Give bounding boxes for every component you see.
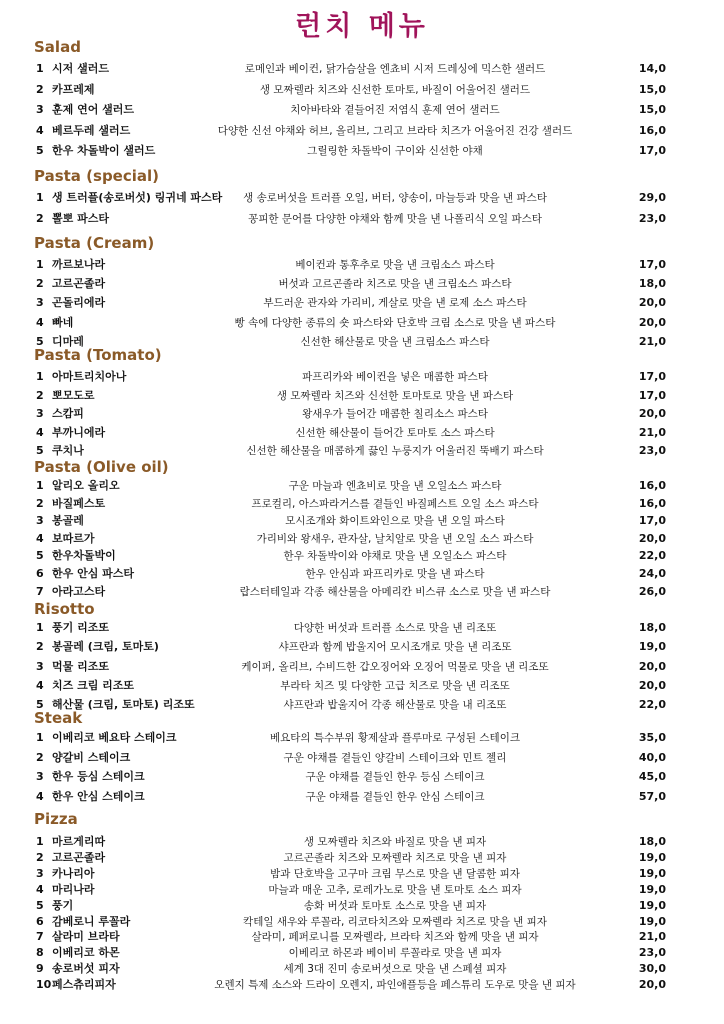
item-name: 쿠치나 bbox=[52, 444, 84, 458]
menu-item bbox=[0, 977, 724, 997]
item-description: 신선한 해산물로 맛을 낸 크림소스 파스타 bbox=[300, 335, 490, 348]
item-number: 4 bbox=[36, 678, 44, 692]
menu-item bbox=[0, 295, 724, 315]
item-price: 16,0 bbox=[638, 479, 666, 492]
item-name: 한우차돌박이 bbox=[52, 549, 116, 563]
section-heading: Pizza bbox=[34, 810, 78, 828]
menu-item bbox=[0, 659, 724, 679]
item-price: 21,0 bbox=[638, 334, 666, 348]
item-name: 한우 안심 파스타 bbox=[52, 567, 135, 580]
section-heading: Pasta (special) bbox=[34, 167, 160, 185]
item-name: 곤돌리에라 bbox=[52, 296, 106, 310]
item-name: 카나리아 bbox=[52, 866, 95, 880]
item-name: 생 트러플(송로버섯) 링귀네 파스타 bbox=[52, 191, 223, 204]
section-heading: Salad bbox=[34, 38, 81, 56]
item-price: 19,0 bbox=[638, 914, 666, 928]
item-description: 생 모짜렐라 치즈와 신선한 토마토로 맛을 낸 파스타 bbox=[276, 389, 514, 402]
item-number: 4 bbox=[36, 425, 44, 439]
item-number: 1 bbox=[36, 258, 44, 271]
menu-item bbox=[0, 369, 724, 389]
item-number: 3 bbox=[36, 407, 44, 421]
item-name: 봉골레 (크림, 토마토) bbox=[52, 640, 159, 654]
item-number: 3 bbox=[36, 296, 44, 310]
item-description: 부드러운 관자와 가리비, 게살로 맛을 낸 로제 소스 파스타 bbox=[263, 297, 527, 310]
item-name: 한우 차돌박이 샐러드 bbox=[52, 144, 156, 157]
item-name: 한우 등심 스테이크 bbox=[52, 770, 145, 783]
item-number: 1 bbox=[36, 62, 44, 75]
menu-item bbox=[0, 315, 724, 335]
menu-item bbox=[0, 639, 724, 659]
item-price: 35,0 bbox=[638, 731, 666, 744]
item-name: 보따르가 bbox=[52, 531, 95, 545]
menu-item bbox=[0, 102, 724, 122]
item-name: 송로버섯 피자 bbox=[52, 962, 120, 976]
item-number: 2 bbox=[36, 496, 44, 510]
item-name: 마르게리따 bbox=[52, 835, 106, 848]
item-description: 왕새우가 들어간 매콤한 칠리소스 파스타 bbox=[302, 408, 488, 421]
menu-item bbox=[0, 406, 724, 426]
item-price: 26,0 bbox=[638, 584, 666, 598]
item-price: 16,0 bbox=[638, 123, 666, 137]
item-name: 디마레 bbox=[52, 334, 84, 348]
item-description: 베요타의 특수부위 황제살과 플루마로 구성된 스테이크 bbox=[270, 732, 520, 744]
item-name: 까르보나라 bbox=[52, 258, 106, 271]
item-number: 2 bbox=[36, 212, 44, 225]
item-price: 16,0 bbox=[638, 496, 666, 510]
item-description: 빵 속에 다양한 종류의 숏 파스타와 단호박 크림 소스로 맛을 낸 파스타 bbox=[234, 316, 556, 329]
item-price: 23,0 bbox=[638, 946, 666, 960]
item-description: 버섯과 고르곤졸라 치즈로 맛을 낸 크림소스 파스타 bbox=[278, 278, 512, 291]
item-description: 생 송로버섯을 트러플 오일, 버터, 양송이, 마늘등과 맛을 낸 파스타 bbox=[243, 192, 547, 204]
item-price: 20,0 bbox=[638, 678, 666, 692]
item-number: 4 bbox=[36, 123, 44, 137]
item-number: 3 bbox=[36, 866, 44, 880]
item-name: 뽀모도로 bbox=[52, 388, 95, 402]
menu-item bbox=[0, 123, 724, 143]
item-description: 가리비와 왕새우, 관자살, 날치알로 맛을 낸 오일 소스 파스타 bbox=[256, 532, 534, 545]
item-description: 랍스터테일과 각종 해산물을 아메리칸 비스큐 소스로 맛을 낸 파스타 bbox=[239, 585, 551, 598]
item-number: 5 bbox=[36, 444, 44, 458]
item-description: 칵테일 새우와 루꼴라, 리코타치즈와 모짜렐라 치즈로 맛을 낸 피자 bbox=[243, 915, 547, 928]
item-description: 고르곤졸라 치즈와 모짜렐라 치즈로 맛을 낸 피자 bbox=[283, 851, 507, 864]
item-name: 치즈 크림 리조또 bbox=[52, 678, 135, 692]
item-name: 이베리코 베요타 스테이크 bbox=[52, 731, 177, 744]
menu-item bbox=[0, 143, 724, 163]
item-price: 30,0 bbox=[638, 962, 666, 976]
item-description: 밤과 단호박을 고구마 크림 무스로 맛을 낸 달콤한 피자 bbox=[270, 867, 520, 880]
item-number: 1 bbox=[36, 370, 44, 383]
item-number: 2 bbox=[36, 388, 44, 402]
item-price: 19,0 bbox=[638, 866, 666, 880]
menu-item bbox=[0, 190, 724, 210]
item-description: 생 모짜렐라 치즈와 바질로 맛을 낸 피자 bbox=[303, 836, 487, 848]
item-price: 20,0 bbox=[638, 407, 666, 421]
item-price: 18,0 bbox=[638, 835, 666, 848]
menu-item bbox=[0, 730, 724, 750]
item-number: 10 bbox=[36, 978, 52, 992]
item-price: 21,0 bbox=[638, 425, 666, 439]
item-number: 7 bbox=[36, 930, 44, 944]
item-name: 시저 샐러드 bbox=[52, 62, 109, 75]
item-description: 케이퍼, 올리브, 수비드한 갑오징어와 오징어 먹물로 맛을 낸 리조또 bbox=[241, 660, 549, 673]
item-price: 20,0 bbox=[638, 531, 666, 545]
item-name: 카프레제 bbox=[52, 82, 95, 96]
item-description: 구운 마늘과 엔쵸비로 맛을 낸 오일소스 파스타 bbox=[288, 480, 502, 492]
item-name: 아마트리치아나 bbox=[52, 370, 127, 383]
item-description: 생 모짜렐라 치즈와 신선한 토마토, 바질이 어울어진 샐러드 bbox=[259, 83, 531, 96]
item-number: 3 bbox=[36, 659, 44, 673]
item-number: 4 bbox=[36, 789, 44, 803]
item-price: 57,0 bbox=[638, 789, 666, 803]
item-price: 17,0 bbox=[638, 370, 666, 383]
item-number: 1 bbox=[36, 479, 44, 492]
menu-item bbox=[0, 697, 724, 717]
item-description: 다양한 버섯과 트러플 소스로 맛을 낸 리조또 bbox=[293, 622, 497, 634]
item-number: 5 bbox=[36, 334, 44, 348]
item-name: 먹물 리조또 bbox=[52, 659, 109, 673]
item-price: 18,0 bbox=[638, 621, 666, 634]
item-price: 20,0 bbox=[638, 659, 666, 673]
item-description: 한우 차돌박이와 야채로 맛을 낸 오일소스 파스타 bbox=[283, 550, 507, 563]
item-description: 다양한 신선 야채와 허브, 올리브, 그리고 브라타 치즈가 어울어진 건강 샐러드 bbox=[217, 124, 573, 137]
item-price: 17,0 bbox=[638, 144, 666, 157]
item-number: 2 bbox=[36, 277, 44, 291]
item-price: 22,0 bbox=[638, 549, 666, 563]
item-price: 20,0 bbox=[638, 315, 666, 329]
item-price: 17,0 bbox=[638, 258, 666, 271]
item-price: 29,0 bbox=[638, 191, 666, 204]
item-price: 17,0 bbox=[638, 388, 666, 402]
item-name: 고르곤졸라 bbox=[52, 277, 106, 291]
item-price: 21,0 bbox=[638, 930, 666, 944]
item-description: 베이컨과 통후추로 맛을 낸 크림소스 파스타 bbox=[295, 259, 495, 271]
item-description: 샤프란과 밥울지어 각종 해산물로 맛을 내 리조또 bbox=[283, 699, 507, 712]
item-name: 아라고스타 bbox=[52, 584, 106, 598]
item-name: 부까니에라 bbox=[52, 425, 106, 439]
menu-item bbox=[0, 789, 724, 809]
item-number: 4 bbox=[36, 315, 44, 329]
menu-item bbox=[0, 61, 724, 81]
item-name: 봉골레 bbox=[52, 514, 84, 528]
item-price: 19,0 bbox=[638, 850, 666, 864]
item-description: 오렌지 특제 소스와 드라이 오렌지, 파인애플등을 페스튜리 도우로 맛을 낸 피자 bbox=[214, 979, 576, 992]
item-description: 그릴링한 차돌박이 구이와 신선한 야채 bbox=[307, 145, 483, 157]
item-name: 빠네 bbox=[52, 315, 74, 329]
item-name: 마리나라 bbox=[52, 882, 95, 896]
menu-item bbox=[0, 678, 724, 698]
item-price: 19,0 bbox=[638, 882, 666, 896]
item-number: 2 bbox=[36, 640, 44, 654]
item-number: 5 bbox=[36, 549, 44, 563]
item-description: 모시조개와 화이트와인으로 맛을 낸 오일 파스타 bbox=[285, 515, 505, 528]
item-price: 14,0 bbox=[638, 62, 666, 75]
item-number: 5 bbox=[36, 898, 44, 912]
item-name: 고르곤졸라 bbox=[52, 850, 106, 864]
item-number: 5 bbox=[36, 144, 44, 157]
item-price: 24,0 bbox=[638, 567, 666, 580]
item-number: 1 bbox=[36, 731, 44, 744]
item-name: 훈제 연어 샐러드 bbox=[52, 103, 135, 116]
item-price: 22,0 bbox=[638, 698, 666, 712]
item-number: 6 bbox=[36, 914, 44, 928]
item-number: 8 bbox=[36, 946, 44, 960]
item-price: 19,0 bbox=[638, 898, 666, 912]
item-number: 6 bbox=[36, 567, 44, 580]
section-heading: Pasta (Tomato) bbox=[34, 346, 162, 364]
item-number: 5 bbox=[36, 698, 44, 712]
item-number: 2 bbox=[36, 750, 44, 764]
item-description: 살라미, 페퍼로니를 모짜렐라, 브라타 치즈와 함께 맛을 낸 피자 bbox=[251, 931, 539, 944]
item-name: 페스츄리피자 bbox=[52, 978, 116, 992]
item-price: 15,0 bbox=[638, 82, 666, 96]
item-description: 송화 버섯과 토마토 소스로 맛을 낸 피자 bbox=[303, 899, 487, 912]
item-name: 바질페스토 bbox=[52, 496, 106, 510]
menu-item bbox=[0, 257, 724, 277]
item-description: 구운 야채를 곁들인 한우 안심 스테이크 bbox=[305, 790, 485, 803]
item-description: 치아바타와 곁들어진 저염식 훈제 연어 샐러드 bbox=[290, 104, 500, 116]
item-price: 23,0 bbox=[638, 212, 666, 225]
item-price: 18,0 bbox=[638, 277, 666, 291]
item-description: 프로컬리, 아스파라거스를 곁들인 바질페스트 오일 소스 파스타 bbox=[251, 497, 539, 510]
item-name: 한우 안심 스테이크 bbox=[52, 789, 145, 803]
section-heading: Risotto bbox=[34, 600, 95, 618]
item-price: 45,0 bbox=[638, 770, 666, 783]
section-heading: Steak bbox=[34, 709, 83, 727]
menu-item bbox=[0, 276, 724, 296]
item-description: 부라타 치즈 및 다양한 고급 치즈로 맛을 낸 리조또 bbox=[280, 679, 510, 692]
item-description: 신선한 해산물을 매콤하게 끓인 누룽지가 어울러진 뚝배기 파스타 bbox=[246, 445, 544, 458]
menu-item bbox=[0, 750, 724, 770]
item-description: 구운 야채를 곁들인 한우 등심 스테이크 bbox=[305, 771, 485, 783]
item-name: 풍기 bbox=[52, 898, 74, 912]
item-price: 15,0 bbox=[638, 103, 666, 116]
item-description: 파프리카와 베이컨을 넣은 매콤한 파스타 bbox=[302, 371, 488, 383]
item-description: 세계 3대 진미 송로버섯으로 맛을 낸 스페셜 피자 bbox=[283, 963, 507, 976]
item-name: 감베로니 루꼴라 bbox=[52, 914, 131, 928]
item-number: 9 bbox=[36, 962, 44, 976]
item-number: 7 bbox=[36, 584, 44, 598]
item-name: 알리오 올리오 bbox=[52, 479, 120, 492]
item-number: 4 bbox=[36, 882, 44, 896]
item-description: 신선한 해산물이 들어간 토마토 소스 파스타 bbox=[295, 426, 495, 439]
page-title: 런치 메뉴 bbox=[295, 11, 429, 42]
item-number: 1 bbox=[36, 621, 44, 634]
item-number: 1 bbox=[36, 191, 44, 204]
item-name: 베르두레 샐러드 bbox=[52, 123, 131, 137]
menu-item bbox=[0, 425, 724, 445]
item-name: 이베리코 하몬 bbox=[52, 946, 120, 960]
item-name: 풍기 리조또 bbox=[52, 621, 109, 634]
item-description: 구운 야채를 곁들인 양갈비 스테이크와 민트 젤리 bbox=[283, 751, 507, 764]
item-number: 3 bbox=[36, 514, 44, 528]
item-price: 20,0 bbox=[638, 296, 666, 310]
item-price: 40,0 bbox=[638, 750, 666, 764]
item-name: 스캄피 bbox=[52, 407, 84, 421]
menu-item bbox=[0, 620, 724, 640]
item-number: 1 bbox=[36, 835, 44, 848]
item-description: 이베리코 하몬과 베이비 루꼴라로 맛을 낸 피자 bbox=[288, 947, 502, 960]
section-heading: Pasta (Cream) bbox=[34, 234, 155, 252]
section-heading: Pasta (Olive oil) bbox=[34, 458, 169, 476]
menu-item bbox=[0, 211, 724, 231]
item-price: 23,0 bbox=[638, 444, 666, 458]
item-name: 살라미 브라타 bbox=[52, 930, 120, 944]
item-number: 2 bbox=[36, 82, 44, 96]
item-name: 양갈비 스테이크 bbox=[52, 750, 131, 764]
item-description: 마늘과 매운 고추, 로레가노로 맛을 낸 토마토 소스 피자 bbox=[268, 883, 522, 896]
item-number: 4 bbox=[36, 531, 44, 545]
menu-item bbox=[0, 584, 724, 604]
item-price: 19,0 bbox=[638, 640, 666, 654]
menu-item bbox=[0, 769, 724, 789]
menu-item bbox=[0, 82, 724, 102]
item-description: 로메인과 베이컨, 닭가슴살을 엔쵸비 시저 드레싱에 믹스한 샐러드 bbox=[244, 63, 546, 75]
item-number: 3 bbox=[36, 103, 44, 116]
item-description: 꽁피한 문어를 다양한 야채와 함께 맛을 낸 나폴리식 오일 파스타 bbox=[248, 213, 542, 225]
item-description: 샤프란과 함께 밥울지어 모시조개로 맛을 낸 리조또 bbox=[278, 641, 512, 654]
item-number: 3 bbox=[36, 770, 44, 783]
item-price: 17,0 bbox=[638, 514, 666, 528]
item-price: 20,0 bbox=[638, 978, 666, 992]
item-name: 해산물 (크림, 토마토) 리조또 bbox=[52, 698, 195, 712]
menu-item bbox=[0, 388, 724, 408]
item-number: 2 bbox=[36, 850, 44, 864]
item-description: 한우 안심과 파프리카로 맛을 낸 파스타 bbox=[305, 568, 485, 580]
item-name: 뽈뽀 파스타 bbox=[52, 212, 109, 225]
